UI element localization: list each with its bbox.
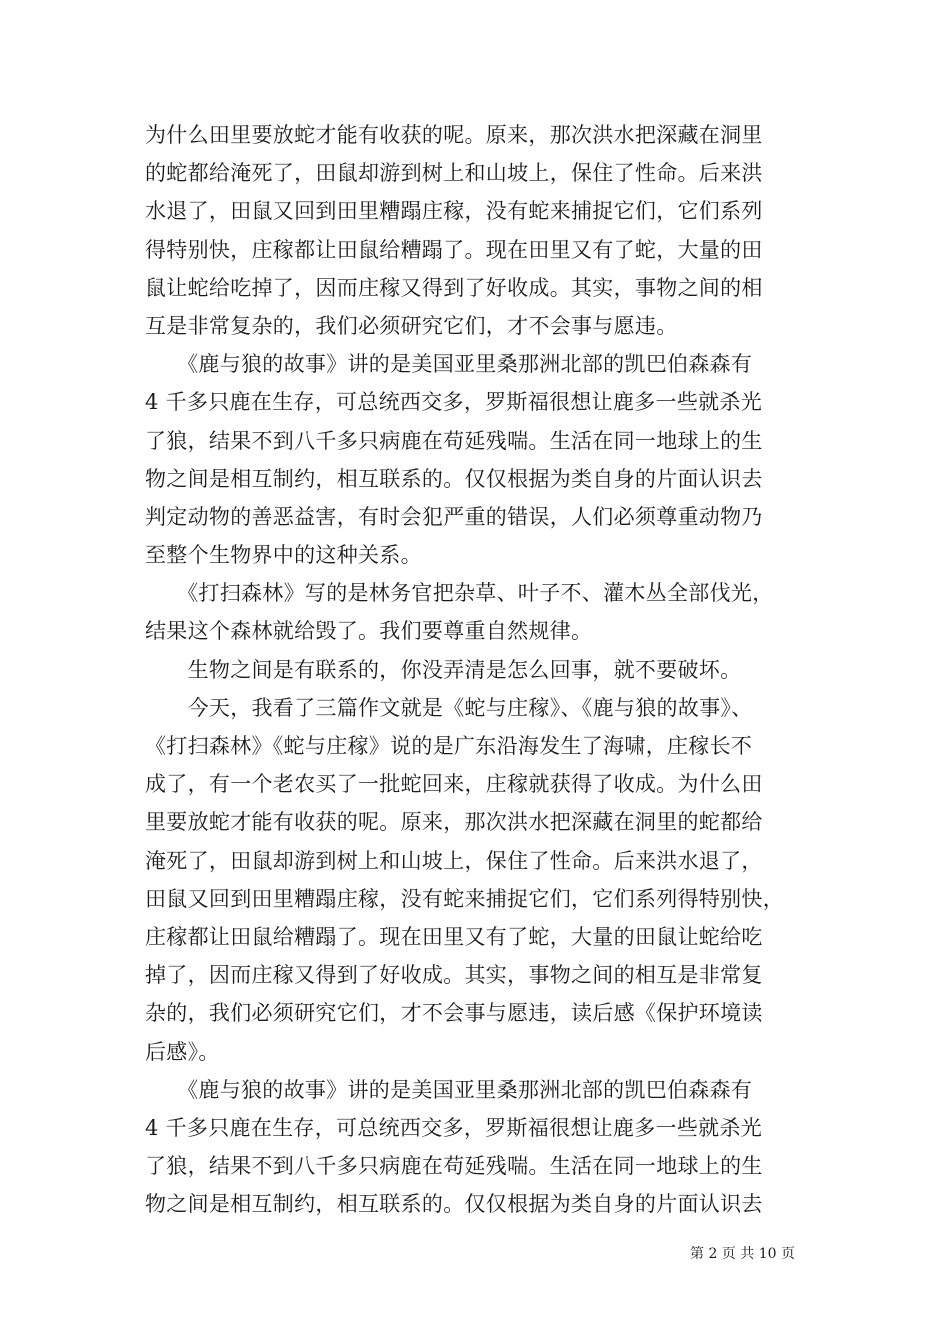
text-line: 《鹿与狼的故事》讲的是美国亚里桑那洲北部的凯巴伯森森有: [145, 352, 753, 377]
text-line: 田鼠又回到田里糟蹋庄稼，没有蛇来捕捉它们，它们系列得特别快，: [145, 886, 784, 911]
text-line: 《打扫森林》《蛇与庄稼》说的是广东沿海发生了海啸，庄稼长不: [145, 734, 753, 758]
text-line: 掉了，因而庄稼又得到了好收成。其实，事物之间的相互是非常复: [145, 963, 763, 988]
text-line: 物之间是相互制约，相互联系的。仅仅根据为类自身的片面认识去: [145, 1192, 763, 1217]
text-line: 了狼，结果不到八千多只病鹿在苟延残喘。生活在同一地球上的生: [145, 428, 763, 453]
text-line: 至整个生物界中的这种关系。: [145, 543, 422, 568]
text-line: 4 千多只鹿在生存，可总统西交多，罗斯福很想让鹿多一些就杀光: [145, 390, 763, 415]
text-line: 4 千多只鹿在生存，可总统西交多，罗斯福很想让鹿多一些就杀光: [145, 1115, 763, 1140]
text-line: 物之间是相互制约，相互联系的。仅仅根据为类自身的片面认识去: [145, 466, 763, 491]
text-line: 水退了，田鼠又回到田里糟蹋庄稼，没有蛇来捕捉它们，它们系列: [145, 199, 763, 224]
text-line: 里要放蛇才能有收获的呢。原来，那次洪水把深藏在洞里的蛇都给: [145, 810, 763, 835]
text-line: 结果这个森林就给毁了。我们要尊重自然规律。: [145, 619, 593, 644]
text-line: 《打扫森林》写的是林务官把杂草、叶子不、灌木丛全部伐光，: [145, 581, 774, 606]
text-line: 为什么田里要放蛇才能有收获的呢。原来，那次洪水把深藏在洞里: [145, 123, 763, 147]
text-line: 庄稼都让田鼠给糟蹋了。现在田里又有了蛇，大量的田鼠让蛇给吃: [145, 924, 763, 949]
text-line: 鼠让蛇给吃掉了，因而庄稼又得到了好收成。其实，事物之间的相: [145, 275, 763, 300]
text-line: 生物之间是有联系的，你没弄清是怎么回事，就不要破坏。: [145, 657, 742, 682]
text-line: 今天，我看了三篇作文就是《蛇与庄稼》、《鹿与狼的故事》、: [145, 695, 753, 720]
document-body: [145, 116, 810, 1223]
text-line: 的蛇都给淹死了，田鼠却游到树上和山坡上，保住了性命。后来洪: [145, 161, 763, 186]
text-line: 互是非常复杂的，我们必须研究它们，才不会事与愿违。: [145, 313, 678, 338]
text-line: 杂的，我们必须研究它们，才不会事与愿违，读后感《保护环境读: [145, 1001, 763, 1026]
text-line: 淹死了，田鼠却游到树上和山坡上，保住了性命。后来洪水退了，: [145, 848, 763, 873]
text-line: 成了，有一个老农买了一批蛇回来，庄稼就获得了收成。为什么田: [145, 772, 763, 797]
text-line: 《鹿与狼的故事》讲的是美国亚里桑那洲北部的凯巴伯森森有: [145, 1077, 753, 1102]
text-line: 得特别快，庄稼都让田鼠给糟蹋了。现在田里又有了蛇，大量的田: [145, 237, 763, 262]
page-number: 第 2 页 共 10 页: [690, 1246, 795, 1262]
text-line: 了狼，结果不到八千多只病鹿在苟延残喘。生活在同一地球上的生: [145, 1154, 763, 1179]
text-line: 判定动物的善恶益害，有时会犯严重的错误，人们必须尊重动物乃: [145, 504, 763, 529]
text-line: 后感》。: [145, 1039, 220, 1064]
